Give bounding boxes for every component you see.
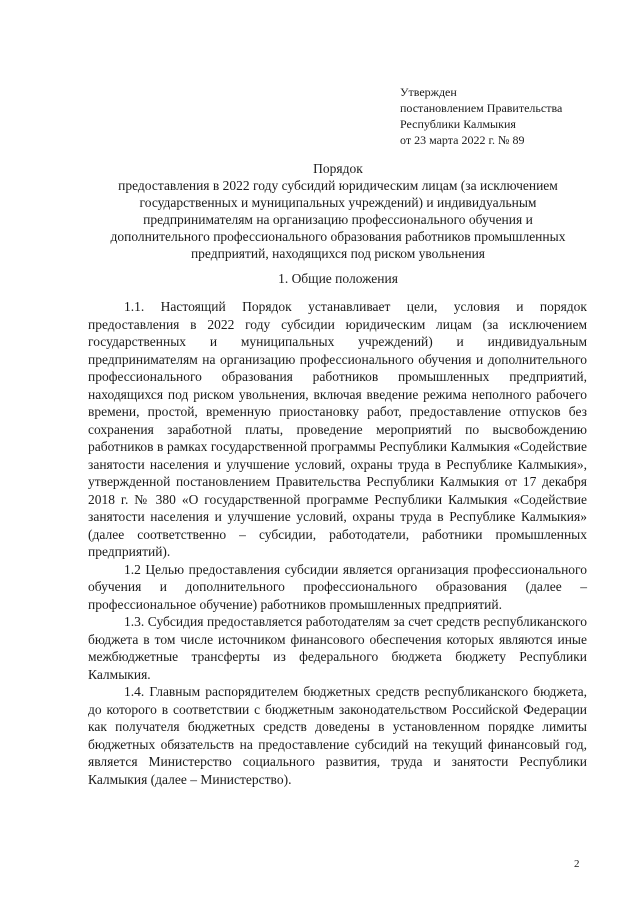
approval-line-republic: Республики Калмыкия (400, 117, 516, 131)
section-heading: 1. Общие положения (278, 271, 398, 286)
paragraph-1-1: 1.1. Настоящий Порядок устанавливает цели, условия и порядок предоставления в 2022 году субсидии юридическим лицам (за исключением государственных и муниципальных учреждений) и индивидуальным предпринимателям на организацию профессионального обучения и дополнительного профессионального образования работников промышленных предприятий, находящихся под риском увольнения, включая введение режима неполного рабочего времени, простой, временную приостановку работ, предоставление отпусков без сохранения заработной платы, проведение мероприятий по высвобождению работников в рамках государственной программы Республики Калмыкия «Содействие занятости населения и улучшение условий, охраны труда в Республике Калмыкия», утвержденной постановлением Правительства Республики Калмыкия от 17 декабря 2018 г. № 380 «О государственной программе Республики Калмыкия «Содействие занятости населения и улучшение условий, охраны труда в Республике Калмыкия» (далее соответственно – субсидии, работодатели, работники промышленных предприятий). (88, 299, 587, 559)
approval-line-date: от 23 марта 2022 г. № 89 (400, 133, 525, 147)
paragraph-1-4: 1.4. Главным распорядителем бюджетных средств республиканского бюджета, до которого в соответствии с бюджетным законодательством Российской Федерации как получателя бюджетных средств доведены в установленном порядке лимиты бюджетных обязательств на предоставление субсидий на текущий финансовый год, является Министерство социального развития, труда и занятости Республики Калмыкия (далее – Министерство). (88, 684, 587, 787)
paragraph-1-3: 1.3. Субсидия предоставляется работодателям за счет средств республиканского бюджета в том числе источником финансового обеспечения которых являются иные межбюджетные трансферты из федерального бюджета бюджету Республики Калмыкия. (88, 614, 587, 682)
paragraph-1-2: 1.2 Целью предоставления субсидии является организация профессионального обучения и дополнительного профессионального образования (далее – профессиональное обучение) работников промышленных предприятий. (88, 561, 587, 612)
document-title (100, 160, 576, 262)
approval-stamp (400, 84, 562, 148)
document-body (88, 298, 587, 788)
approval-line-approved: Утвержден (400, 85, 457, 99)
document-heading: Порядок (313, 161, 363, 176)
page-number: 2 (574, 858, 580, 870)
approval-line-resolution: постановлением Правительства (400, 101, 563, 115)
document-subtitle: предоставления в 2022 году субсидий юридическим лицам (за исключением государственных и муниципальных учреждений) и индивидуальным предпринимателям на организацию профессионального обучения и дополнительного профессионального образования работников промышленных предприятий, находящихся под риском увольнения (110, 178, 566, 261)
